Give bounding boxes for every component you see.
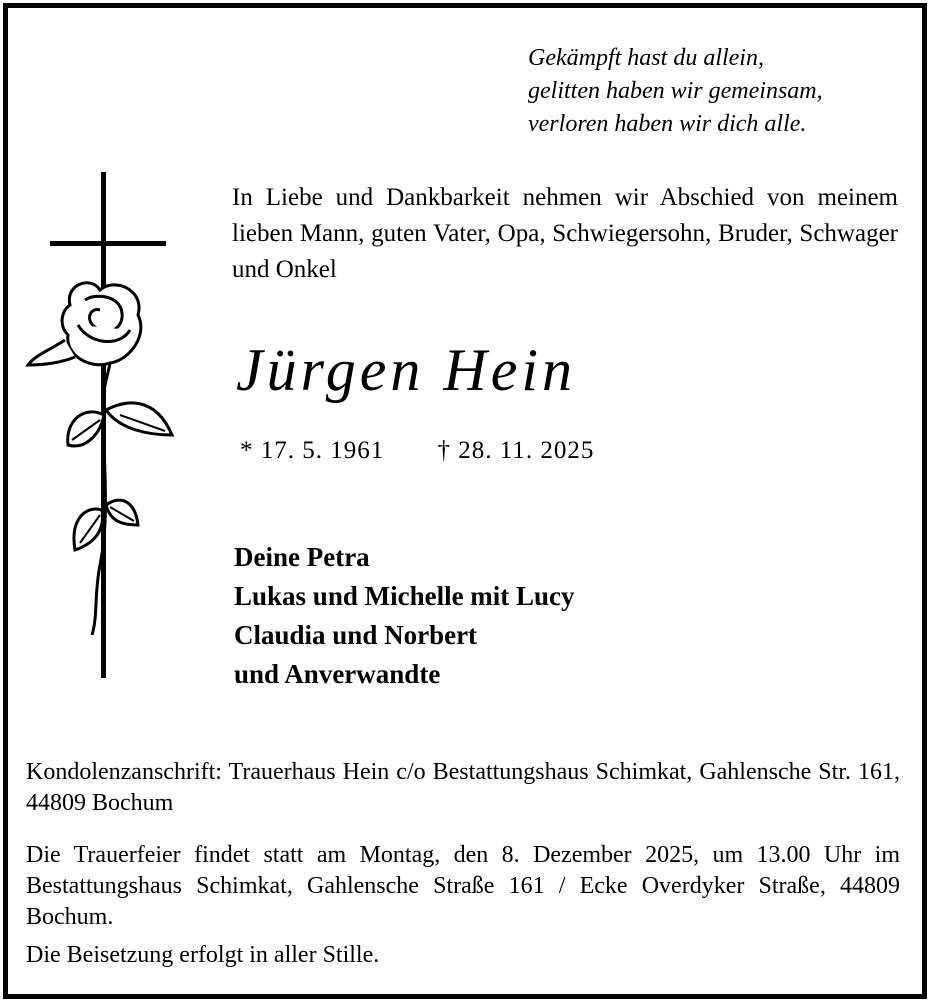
poem [528,42,823,141]
mourner: Lukas und Michelle mit Lucy [234,581,575,611]
death-date: † 28. 11. 2025 [437,437,595,464]
cross-and-rose-icon [20,165,190,685]
mourner: Deine Petra [234,542,370,572]
life-dates [240,437,594,465]
poem-line: gelitten haben wir gemeinsam, [528,78,823,104]
poem-line: Gekämpft hast du allein, [528,45,764,71]
poem-line: verloren haben wir dich alle. [528,111,807,137]
funeral-notice: Die Trauerfeier findet statt am Montag, den 8. Dezember 2025, um 13.00 Uhr im Bestattungshaus Schimkat, Gahlensche Straße 161 / Ecke Overdyker Straße, 44809 Bochum. [26,842,900,930]
mourners-list [234,538,575,694]
condolence-address: Kondolenzanschrift: Trauerhaus Hein c/o Bestattungshaus Schimkat, Gahlensche Str. 161, 44809 Bochum [26,759,900,816]
mourner: und Anverwandte [234,659,441,689]
burial-notice: Die Beisetzung erfolgt in aller Stille. [26,942,380,968]
intro-text: In Liebe und Dankbarkeit nehmen wir Abschied von meinem lieben Mann, guten Vater, Opa, Schwiegersohn, Bruder, Schwager und Onkel [232,184,898,283]
mourner: Claudia und Norbert [234,620,478,650]
birth-date: * 17. 5. 1961 [240,437,385,464]
deceased-name: Jürgen Hein [236,337,577,403]
